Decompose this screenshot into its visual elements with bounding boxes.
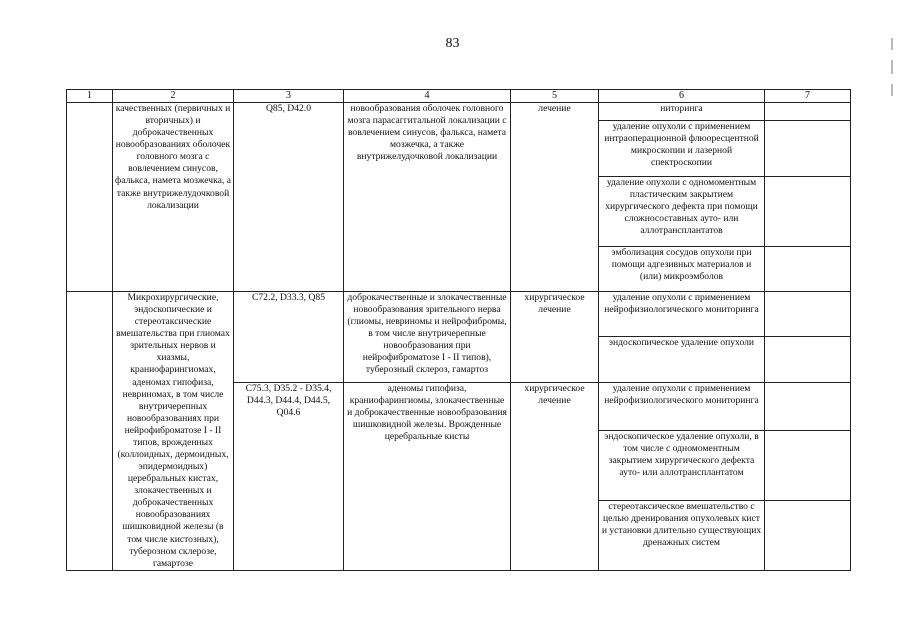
- method-cell: стереотаксическое вмешательство с целью дренирования опухолевых кист и установки длительно существующих дренажных систем: [599, 500, 765, 570]
- patient-model-cell: новообразования оболочек головного мозга парасаггитальной локализации с вовлечением синусов, фалькса, намета мозжечка, а также внутрижелудочковой локализации: [344, 103, 511, 292]
- table-row: [67, 103, 851, 121]
- price-cell: [765, 103, 851, 121]
- method-cell: эндоскопическое удаление опухоли: [599, 337, 765, 383]
- icd-codes-cell: C75.3, D35.2 - D35.4, D44.3, D44.4, D44.5, Q04.6: [234, 383, 344, 571]
- margin-tick-mark: [891, 84, 893, 96]
- icd-codes-cell: Q85, D42.0: [234, 103, 344, 292]
- table-row: [67, 292, 851, 337]
- treatment-type-cell: лечение: [511, 103, 599, 292]
- col-header-3: 3: [234, 90, 344, 103]
- price-cell: [765, 337, 851, 383]
- patient-model-cell: аденомы гипофиза, краниофарингиомы, злокачественные и доброкачественные новообразования шишковидной железы. Врожденные церебральные кисты: [344, 383, 511, 571]
- margin-tick-mark: [891, 38, 893, 50]
- treatment-type-cell: хирургическое лечение: [511, 292, 599, 383]
- method-cell: удаление опухоли с одномоментным пластическим закрытием хирургического дефекта при помощи сложносоставных ауто- или аллотрансплантатов: [599, 177, 765, 247]
- patient-model-cell: доброкачественные и злокачественные новообразования зрительного нерва (глиомы, невриномы и нейрофибромы, в том числе внутричерепные новообразования при нейрофиброматозе I - II типов), туберозный склероз, гамартоз: [344, 292, 511, 383]
- disease-cell: качественных (первичных и вторичных) и доброкачественных новообразованиях оболочек головного мозга с вовлечением синусов, фалькса, намета мозжечка, а также внутрижелудочковой локализации: [113, 103, 234, 292]
- method-cell: эмболизация сосудов опухоли при помощи адгезивных материалов и (или) микроэмболов: [599, 247, 765, 292]
- price-cell: [765, 500, 851, 570]
- row-number-cell: [67, 103, 113, 292]
- treatment-type-cell: хирургическое лечение: [511, 383, 599, 571]
- row-number-cell: [67, 292, 113, 571]
- method-cell: ниторинга: [599, 103, 765, 121]
- price-cell: [765, 177, 851, 247]
- col-header-2: 2: [113, 90, 234, 103]
- method-cell: удаление опухоли с применением интраоперационной флюоресцентной микроскопии и лазерной спектроскопии: [599, 121, 765, 177]
- col-header-4: 4: [344, 90, 511, 103]
- medical-care-table: [66, 89, 851, 571]
- page-number: 83: [445, 36, 460, 51]
- col-header-6: 6: [599, 90, 765, 103]
- price-cell: [765, 247, 851, 292]
- price-cell: [765, 121, 851, 177]
- disease-cell: Микрохирургические, эндоскопические и стереотаксические вмешательства при глиомах зрительных нервов и хиазмы, краниофарингиомах, аденомах гипофиза, невриномах, в том числе внутричерепных новообразованиях при нейрофиброматозе I - II типов, врожденных (коллоидных, дермоидных, эпидермоидных) церебральных кистах, злокачественных и доброкачественных новообразованиях шишковидной железы (в том числе кистозных), туберозном склерозе, гамартозе: [113, 292, 234, 571]
- method-cell: удаление опухоли с применением нейрофизиологического мониторинга: [599, 292, 765, 337]
- margin-tick-mark: [891, 60, 893, 74]
- col-header-5: 5: [511, 90, 599, 103]
- price-cell: [765, 292, 851, 337]
- method-cell: удаление опухоли с применением нейрофизиологического мониторинга: [599, 383, 765, 431]
- header-row: [67, 90, 851, 103]
- icd-codes-cell: C72.2, D33.3, Q85: [234, 292, 344, 383]
- col-header-1: 1: [67, 90, 113, 103]
- col-header-7: 7: [765, 90, 851, 103]
- price-cell: [765, 430, 851, 500]
- method-cell: эндоскопическое удаление опухоли, в том числе с одномоментным закрытием хирургического дефекта ауто- или аллотрансплантатом: [599, 430, 765, 500]
- price-cell: [765, 383, 851, 431]
